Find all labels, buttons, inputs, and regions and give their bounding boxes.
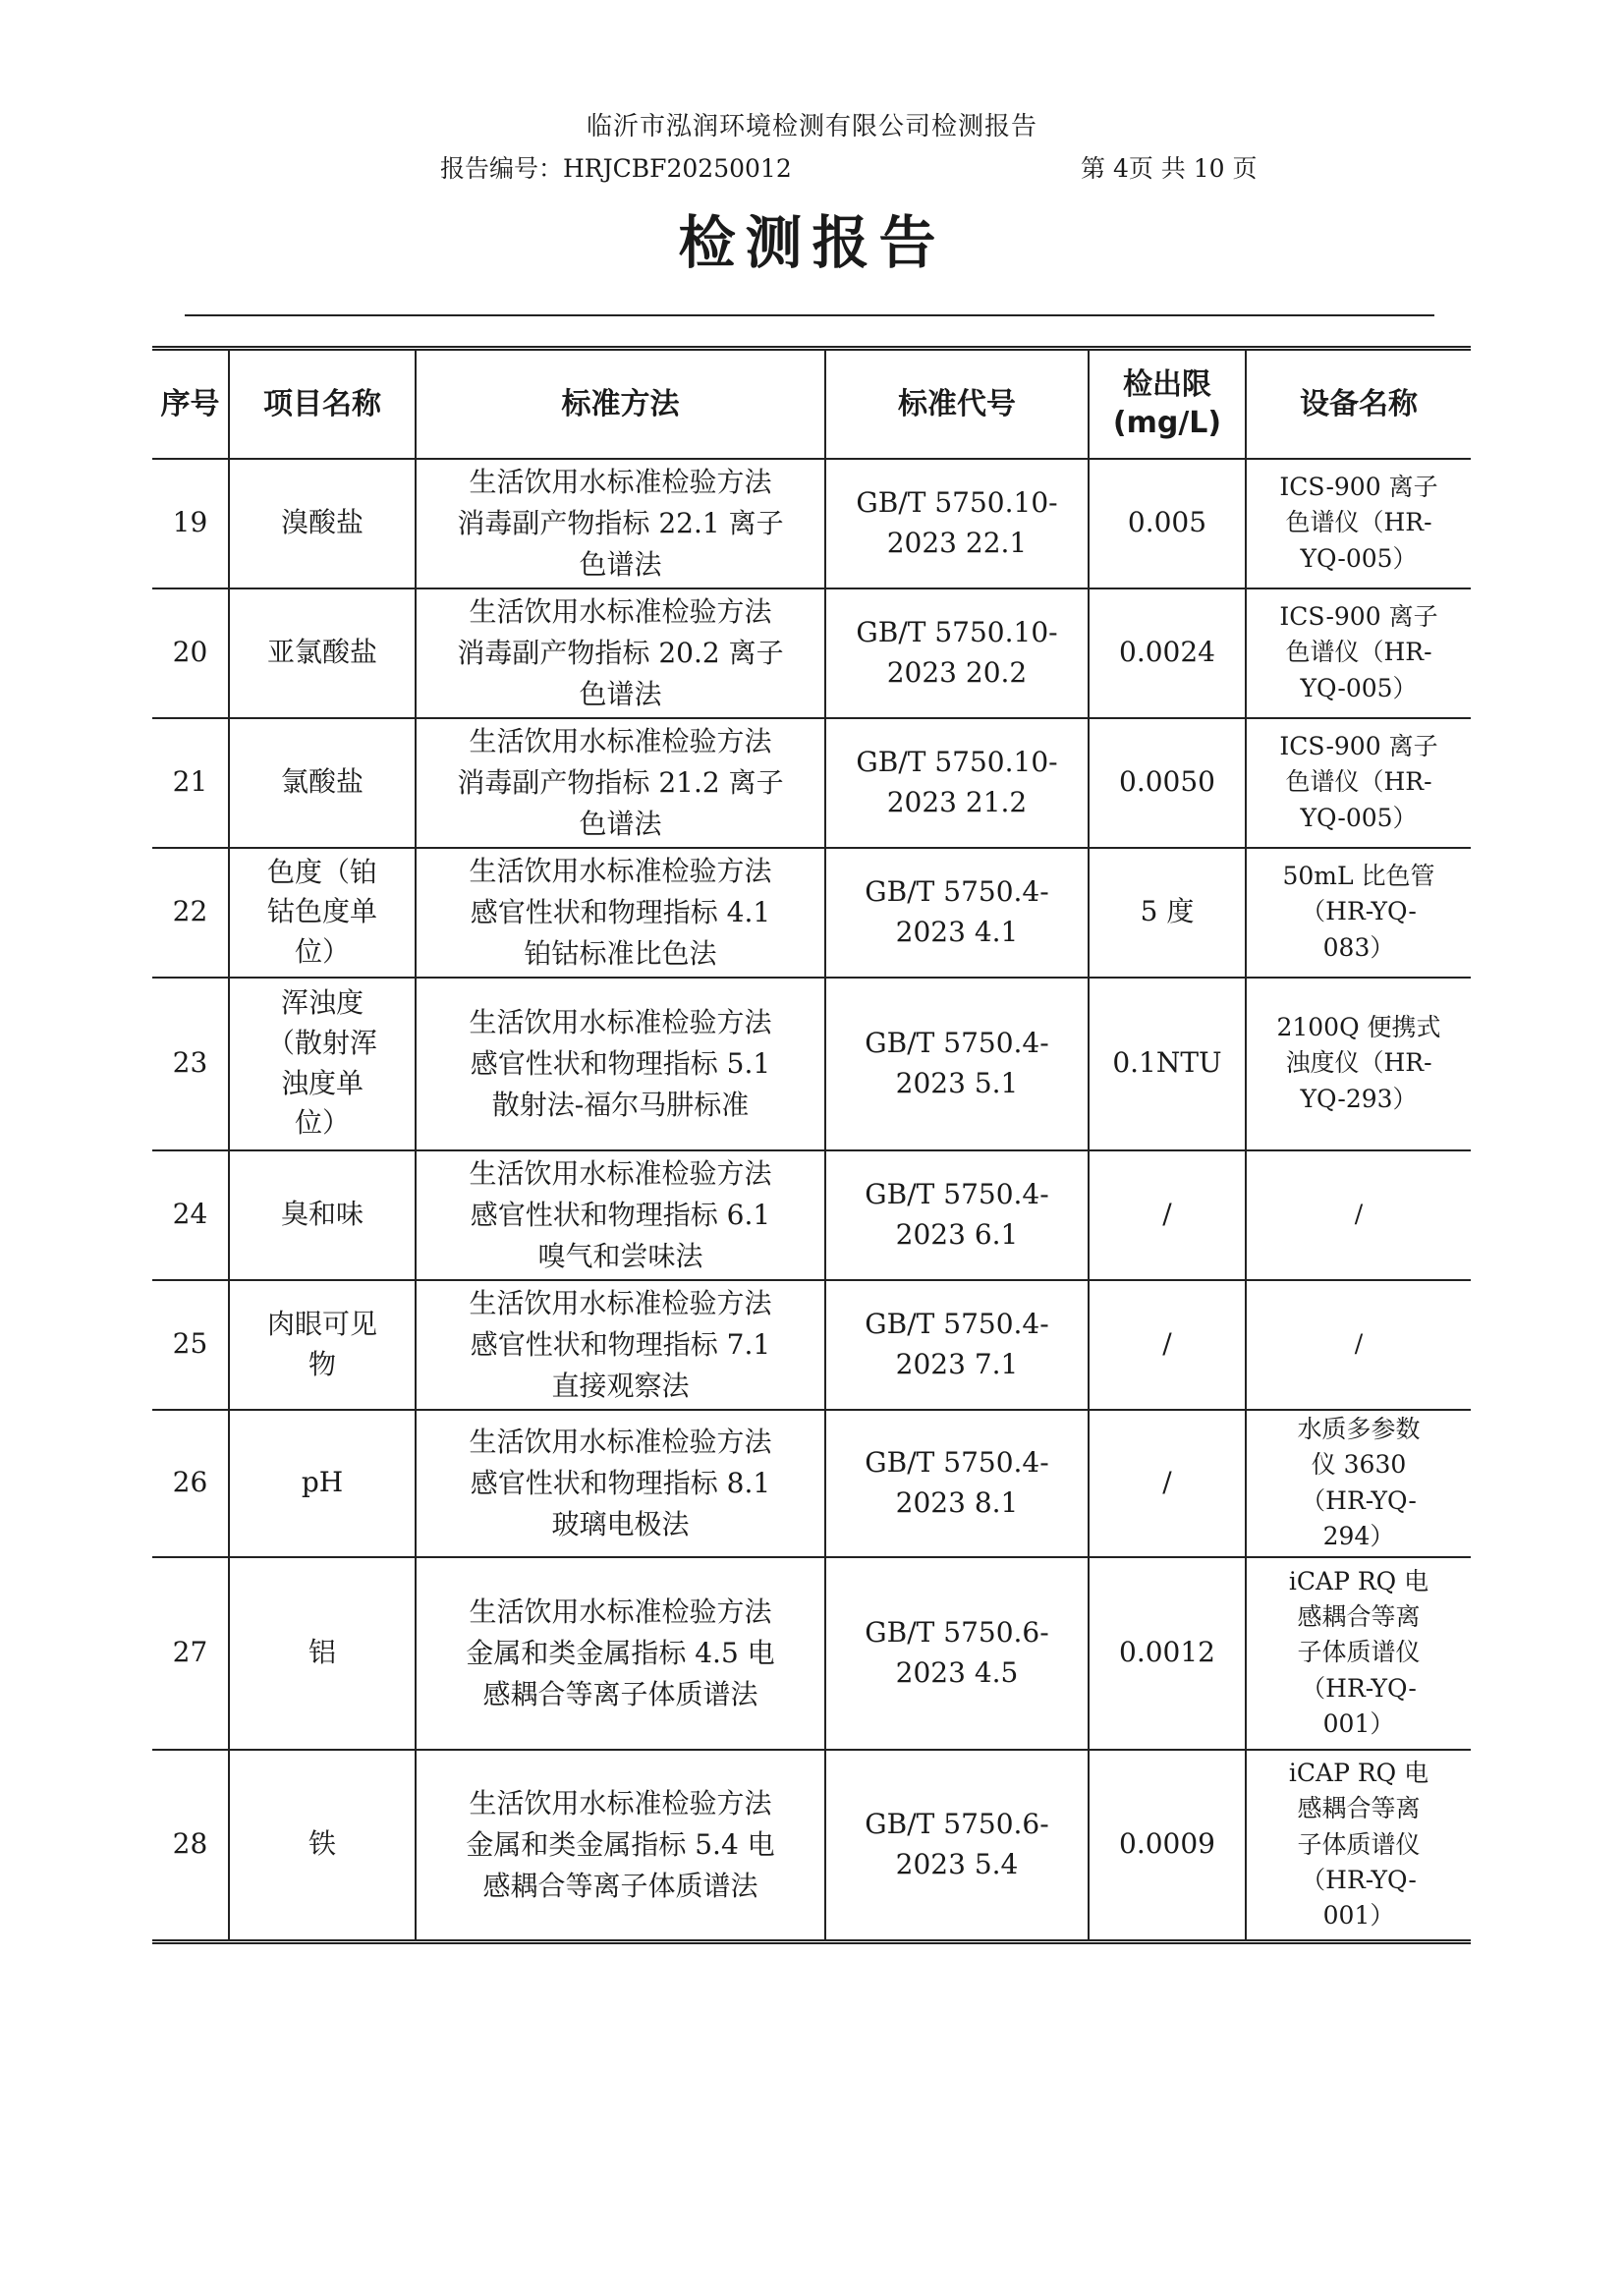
standard-method-cell: 生活饮用水标准检验方法 消毒副产物指标 20.2 离子 色谱法	[416, 588, 825, 718]
standard-method-cell: 生活饮用水标准检验方法 感官性状和物理指标 8.1 玻璃电极法	[416, 1410, 825, 1557]
test-methods-table	[152, 346, 1471, 1944]
table-row	[152, 1150, 1471, 1280]
detection-limit-cell: 5 度	[1089, 848, 1246, 978]
detection-limit-cell: 0.0012	[1089, 1557, 1246, 1750]
report-number: 报告编号：HRJCBF20250012	[440, 154, 792, 183]
seq-no-cell: 24	[152, 1150, 229, 1280]
header-detection-limit: 检出限 (mg/L)	[1089, 349, 1246, 459]
table-row	[152, 1280, 1471, 1410]
item-name-cell: 亚氯酸盐	[229, 588, 416, 718]
item-name-cell: 色度（铂 钴色度单 位）	[229, 848, 416, 978]
page-indicator: 第 4页 共 10 页	[1081, 154, 1258, 183]
equipment-name-cell: iCAP RQ 电 感耦合等离 子体质谱仪 （HR-YQ- 001）	[1246, 1557, 1471, 1750]
table-row	[152, 588, 1471, 718]
seq-no-cell: 28	[152, 1750, 229, 1942]
standard-code-cell: GB/T 5750.4- 2023 8.1	[825, 1410, 1089, 1557]
equipment-name-cell: ICS-900 离子 色谱仪（HR- YQ-005）	[1246, 459, 1471, 588]
seq-no-cell: 26	[152, 1410, 229, 1557]
item-name-cell: 氯酸盐	[229, 718, 416, 848]
table-row	[152, 978, 1471, 1150]
header-seq-no: 序号	[152, 349, 229, 459]
standard-code-cell: GB/T 5750.6- 2023 4.5	[825, 1557, 1089, 1750]
table-row	[152, 1750, 1471, 1942]
seq-no-cell: 19	[152, 459, 229, 588]
seq-no-cell: 25	[152, 1280, 229, 1410]
page-title: 检测报告	[678, 209, 946, 276]
detection-limit-cell: 0.0024	[1089, 588, 1246, 718]
item-name-cell: 铁	[229, 1750, 416, 1942]
item-name-cell: 铝	[229, 1557, 416, 1750]
standard-method-cell: 生活饮用水标准检验方法 金属和类金属指标 4.5 电 感耦合等离子体质谱法	[416, 1557, 825, 1750]
header-standard-code: 标准代号	[825, 349, 1089, 459]
standard-method-cell: 生活饮用水标准检验方法 感官性状和物理指标 5.1 散射法-福尔马肼标准	[416, 978, 825, 1150]
item-name-cell: pH	[229, 1410, 416, 1557]
equipment-name-cell: /	[1246, 1280, 1471, 1410]
detection-limit-cell: /	[1089, 1280, 1246, 1410]
equipment-name-cell: /	[1246, 1150, 1471, 1280]
standard-code-cell: GB/T 5750.4- 2023 7.1	[825, 1280, 1089, 1410]
equipment-name-cell: 水质多参数 仪 3630 （HR-YQ- 294）	[1246, 1410, 1471, 1557]
item-name-cell: 臭和味	[229, 1150, 416, 1280]
standard-code-cell: GB/T 5750.10- 2023 21.2	[825, 718, 1089, 848]
standard-code-cell: GB/T 5750.10- 2023 22.1	[825, 459, 1089, 588]
equipment-name-cell: ICS-900 离子 色谱仪（HR- YQ-005）	[1246, 718, 1471, 848]
header-equipment-name: 设备名称	[1246, 349, 1471, 459]
header-standard-method: 标准方法	[416, 349, 825, 459]
detection-limit-cell: 0.005	[1089, 459, 1246, 588]
table-row	[152, 459, 1471, 588]
standard-method-cell: 生活饮用水标准检验方法 消毒副产物指标 22.1 离子 色谱法	[416, 459, 825, 588]
equipment-name-cell: ICS-900 离子 色谱仪（HR- YQ-005）	[1246, 588, 1471, 718]
seq-no-cell: 20	[152, 588, 229, 718]
item-name-cell: 浑浊度 （散射浑 浊度单 位）	[229, 978, 416, 1150]
equipment-name-cell: 50mL 比色管 （HR-YQ- 083）	[1246, 848, 1471, 978]
detection-limit-cell: 0.0009	[1089, 1750, 1246, 1942]
standard-code-cell: GB/T 5750.10- 2023 20.2	[825, 588, 1089, 718]
detection-limit-cell: /	[1089, 1410, 1246, 1557]
standard-method-cell: 生活饮用水标准检验方法 感官性状和物理指标 7.1 直接观察法	[416, 1280, 825, 1410]
seq-no-cell: 27	[152, 1557, 229, 1750]
table-row	[152, 848, 1471, 978]
standard-method-cell: 生活饮用水标准检验方法 感官性状和物理指标 4.1 铂钴标准比色法	[416, 848, 825, 978]
seq-no-cell: 23	[152, 978, 229, 1150]
table-row	[152, 1410, 1471, 1557]
detection-limit-cell: /	[1089, 1150, 1246, 1280]
standard-method-cell: 生活饮用水标准检验方法 消毒副产物指标 21.2 离子 色谱法	[416, 718, 825, 848]
standard-method-cell: 生活饮用水标准检验方法 感官性状和物理指标 6.1 嗅气和尝味法	[416, 1150, 825, 1280]
standard-code-cell: GB/T 5750.4- 2023 4.1	[825, 848, 1089, 978]
header-item-name: 项目名称	[229, 349, 416, 459]
standard-method-cell: 生活饮用水标准检验方法 金属和类金属指标 5.4 电 感耦合等离子体质谱法	[416, 1750, 825, 1942]
company-report-heading: 临沂市泓润环境检测有限公司检测报告	[586, 112, 1037, 141]
standard-code-cell: GB/T 5750.4- 2023 5.1	[825, 978, 1089, 1150]
table-row	[152, 718, 1471, 848]
item-name-cell: 溴酸盐	[229, 459, 416, 588]
equipment-name-cell: iCAP RQ 电 感耦合等离 子体质谱仪 （HR-YQ- 001）	[1246, 1750, 1471, 1942]
detection-limit-cell: 0.0050	[1089, 718, 1246, 848]
seq-no-cell: 22	[152, 848, 229, 978]
standard-code-cell: GB/T 5750.4- 2023 6.1	[825, 1150, 1089, 1280]
seq-no-cell: 21	[152, 718, 229, 848]
standard-code-cell: GB/T 5750.6- 2023 5.4	[825, 1750, 1089, 1942]
table-header-row	[152, 349, 1471, 459]
title-divider	[185, 314, 1434, 316]
item-name-cell: 肉眼可见 物	[229, 1280, 416, 1410]
detection-limit-cell: 0.1NTU	[1089, 978, 1246, 1150]
table-row	[152, 1557, 1471, 1750]
equipment-name-cell: 2100Q 便携式 浊度仪（HR- YQ-293）	[1246, 978, 1471, 1150]
